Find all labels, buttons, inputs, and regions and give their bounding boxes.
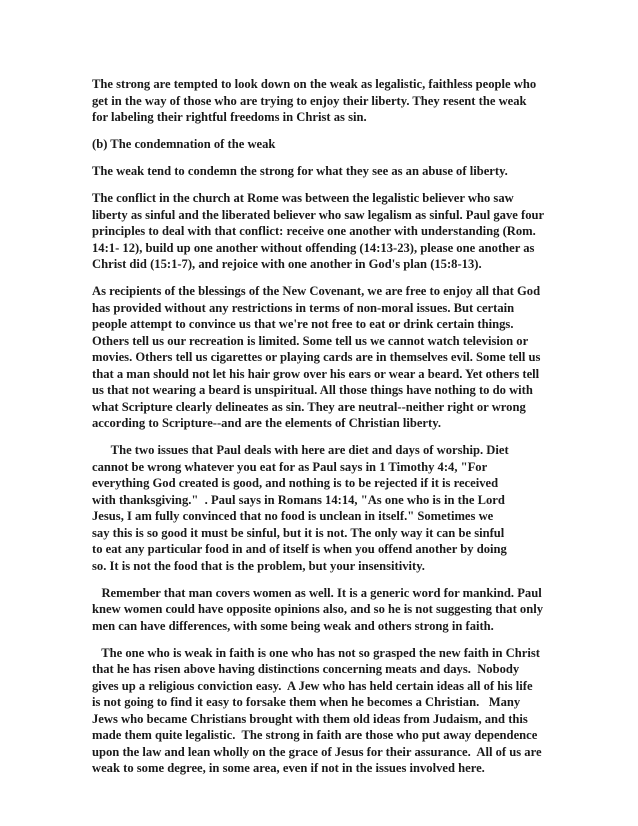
text-line: knew women could have opposite opinions also, and so he is not suggesting that only: [92, 602, 544, 616]
text-line: so. It is not the food that is the problem, but your insensitivity.: [92, 558, 425, 573]
text-line: (b) The condemnation of the weak: [92, 137, 276, 151]
text-line: us that not wearing a beard is unspiritual. All those things have nothing to do with: [92, 383, 533, 397]
text-line: for labeling their rightful freedoms in Christ as sin.: [92, 110, 367, 124]
text-line: Christ did (15:1-7), and rejoice with one another in God's plan (15:8-13).: [92, 257, 482, 271]
text-line: everything God created is good, and nothing is to be rejected if it is received: [92, 476, 499, 490]
text-line: The one who is weak in faith is one who has not so grasped the new faith in Christ: [92, 645, 540, 660]
text-line: has provided without any restrictions in terms of non-moral issues. But certain: [92, 300, 515, 315]
text-line: weak to some degree, in some area, even if not in the issues involved here.: [92, 761, 485, 775]
paragraph-p1: [92, 76, 547, 126]
paragraph-p6: [92, 442, 547, 574]
text-line: men can have differences, with some being weak and others strong in faith.: [92, 618, 494, 633]
text-line: The two issues that Paul deals with here are diet and days of worship. Diet: [92, 443, 509, 457]
text-line: The strong are tempted to look down on the weak as legalistic, faithless people who: [92, 77, 537, 91]
text-line: with thanksgiving." . Paul says in Romans 14:14, "As one who is in the Lord: [92, 492, 505, 507]
text-line: according to Scripture--and are the elements of Christian liberty.: [92, 416, 441, 430]
text-line: what Scripture clearly delineates as sin. They are neutral--neither right or wrong: [92, 399, 526, 414]
text-line: principles to deal with that conflict: receive one another with understanding (Rom.: [92, 224, 536, 238]
text-line: 14:1- 12), build up one another without offending (14:13-23), please one another as: [92, 240, 535, 255]
text-line: Jesus, I am fully convinced that no food is unclean in itself." Sometimes we: [92, 509, 494, 523]
text-line: that he has risen above having distinctions concerning meats and days. Nobody: [92, 662, 520, 676]
text-line: movies. Others tell us cigarettes or playing cards are in themselves evil. Some tell us: [92, 350, 541, 364]
text-line: cannot be wrong whatever you eat for as Paul says in 1 Timothy 4:4, "For: [92, 459, 488, 474]
paragraph-p4: [92, 190, 547, 273]
text-line: get in the way of those who are trying to enjoy their liberty. They resent the weak: [92, 93, 527, 108]
text-line: The weak tend to condemn the strong for what they see as an abuse of liberty.: [92, 164, 508, 178]
paragraph-p2: [92, 136, 547, 153]
text-line: Remember that man covers women as well. It is a generic word for mankind. Paul: [92, 585, 542, 600]
paragraph-p5: [92, 283, 547, 432]
paragraph-p3: [92, 163, 547, 180]
text-line: is not going to find it easy to forsake them when he becomes a Christian. Many: [92, 695, 521, 709]
paragraph-p7: [92, 585, 547, 635]
text-line: Jews who became Christians brought with them old ideas from Judaism, and this: [92, 711, 528, 726]
text-line: The conflict in the church at Rome was between the legalistic believer who saw: [92, 191, 514, 205]
text-line: As recipients of the blessings of the New Covenant, we are free to enjoy all that God: [92, 284, 541, 298]
text-line: say this is so good it must be sinful, but it is not. The only way it can be sinful: [92, 525, 505, 540]
paragraph-p8: [92, 645, 547, 777]
document-page: [92, 76, 547, 787]
text-line: people attempt to convince us that we're not free to eat or drink certain things.: [92, 317, 514, 331]
text-line: Others tell us our recreation is limited. Some tell us we cannot watch television or: [92, 333, 529, 348]
text-line: made them quite legalistic. The strong in faith are those who put away dependence: [92, 728, 538, 742]
text-line: to eat any particular food in and of itself is when you offend another by doing: [92, 542, 507, 556]
text-line: that a man should not let his hair grow over his ears or wear a beard. Yet others tell: [92, 366, 540, 381]
text-line: liberty as sinful and the liberated believer who saw legalism as sinful. Paul gave four: [92, 207, 545, 222]
text-line: gives up a religious conviction easy. A Jew who has held certain ideas all of his life: [92, 678, 533, 693]
text-line: upon the law and lean wholly on the grace of Jesus for their assurance. All of us are: [92, 744, 542, 759]
